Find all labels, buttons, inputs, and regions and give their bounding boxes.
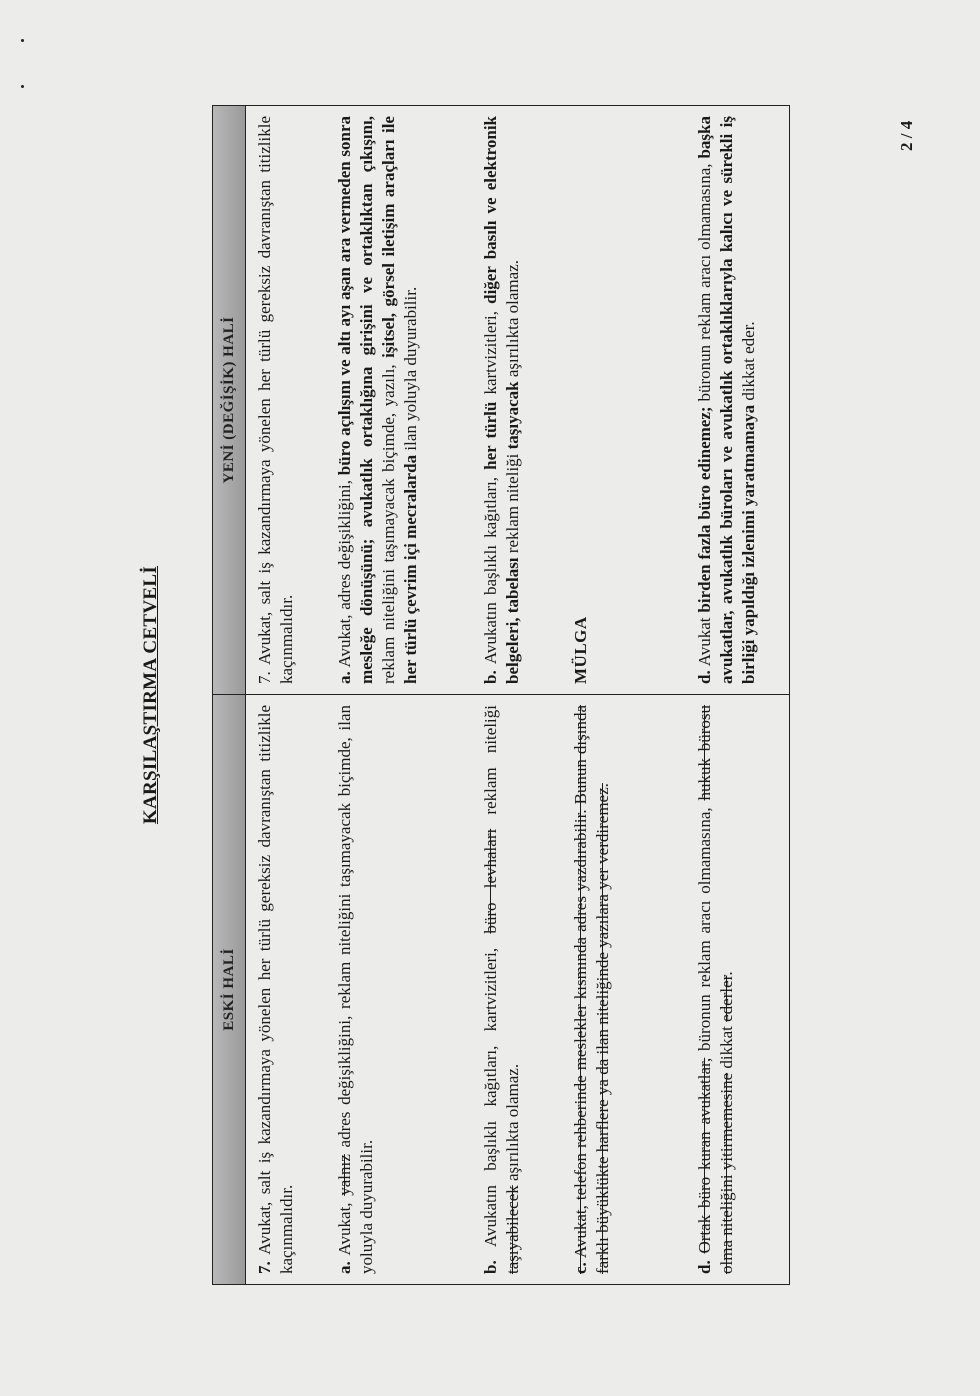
old-version-column [213, 694, 789, 1284]
comparison-sheet [140, 105, 790, 1285]
deleted-text: Ortak büro kuran avukatlar, [695, 1057, 714, 1254]
old-row-d: d. Ortak büro kuran avukatlar, büronun reklam aracı olmamasına, hukuk bürosu olma niteliğini yitirmemesine dikkat ederler. [695, 704, 736, 1274]
new-row-7: 7. Avukat, salt iş kazandırmaya yönelen her türlü gereksiz davranıştan titizlikle kaçınmalıdır. [255, 116, 296, 684]
old-row-7: 7. Avukat, salt iş kazandırmaya yönelen her türlü gereksiz davranıştan titizlikle kaçınmalıdır. [255, 705, 296, 1274]
repealed-label: MÜLGA [571, 616, 590, 684]
comparison-table [212, 105, 790, 1285]
column-header-old: ESKİ HALİ [213, 695, 246, 1284]
old-row-c [568, 695, 686, 1284]
page-number: 2 / 4 [897, 120, 916, 151]
column-header-new: YENİ (DEĞİŞİK) HALİ [213, 106, 246, 694]
scan-speck [21, 39, 24, 42]
new-row-d: d. Avukat birden fazla büro edinemez; büronun reklam aracı olmamasına, başka avukatlar, avukatlık büroları ve avukatlık ortaklıklarıyla kalıcı ve sürekli iş birliği yapıldığı izlenimi yaratmamaya dikkat eder. [695, 116, 758, 684]
deleted-text: büro levhaları [481, 828, 500, 934]
deleted-text: hukuk bürosu olma niteliğini yitirmemesine [695, 704, 736, 1274]
deleted-text: yalnız [335, 1154, 354, 1196]
old-row-b: b. Avukatın başlıklı kağıtları, kartvizitleri, büro levhaları reklam niteliği taşıyabilecek aşırılıkta olamaz. [481, 705, 522, 1274]
deleted-text: c. Avukat, telefon rehberinde meslekler kısmında adres yazdırabilir. Bunun dışında farklı büyüklükte harflere ya da ilan niteliğinde yazılara yer verdiremez. [571, 705, 612, 1274]
old-row-a: a. Avukat, yalnız adres değişikliğini, reklam niteliğini taşımayacak biçimde, ilan yoluyla duyurabilir. [335, 705, 376, 1274]
deleted-text: taşıyabilecek [503, 1185, 522, 1274]
scan-speck [21, 85, 24, 88]
new-row-b: b. Avukatın başlıklı kağıtları, her türlü kartvizitleri, diğer basılı ve elektronik belgeleri, tabelası reklam niteliği taşıyacak aşırılıkta olamaz. [481, 116, 522, 684]
page-title: KARŞILAŞTIRMA CETVELİ [140, 565, 161, 825]
new-row-c [568, 106, 686, 694]
new-row-a: a. Avukat, adres değişikliğini, büro açılışını ve altı ayı aşan ara vermeden sonra mesleğe dönüşünü; avukatlık ortaklığına girişini ve ortaklıktan çıkışını, reklam niteliğini taşımayacak biçimde, yazılı, işitsel, görsel iletişim araçları ile her türlü çevrim içi mecralarda ilan yoluyla duyurabilir. [335, 116, 420, 684]
new-version-column [213, 106, 789, 694]
